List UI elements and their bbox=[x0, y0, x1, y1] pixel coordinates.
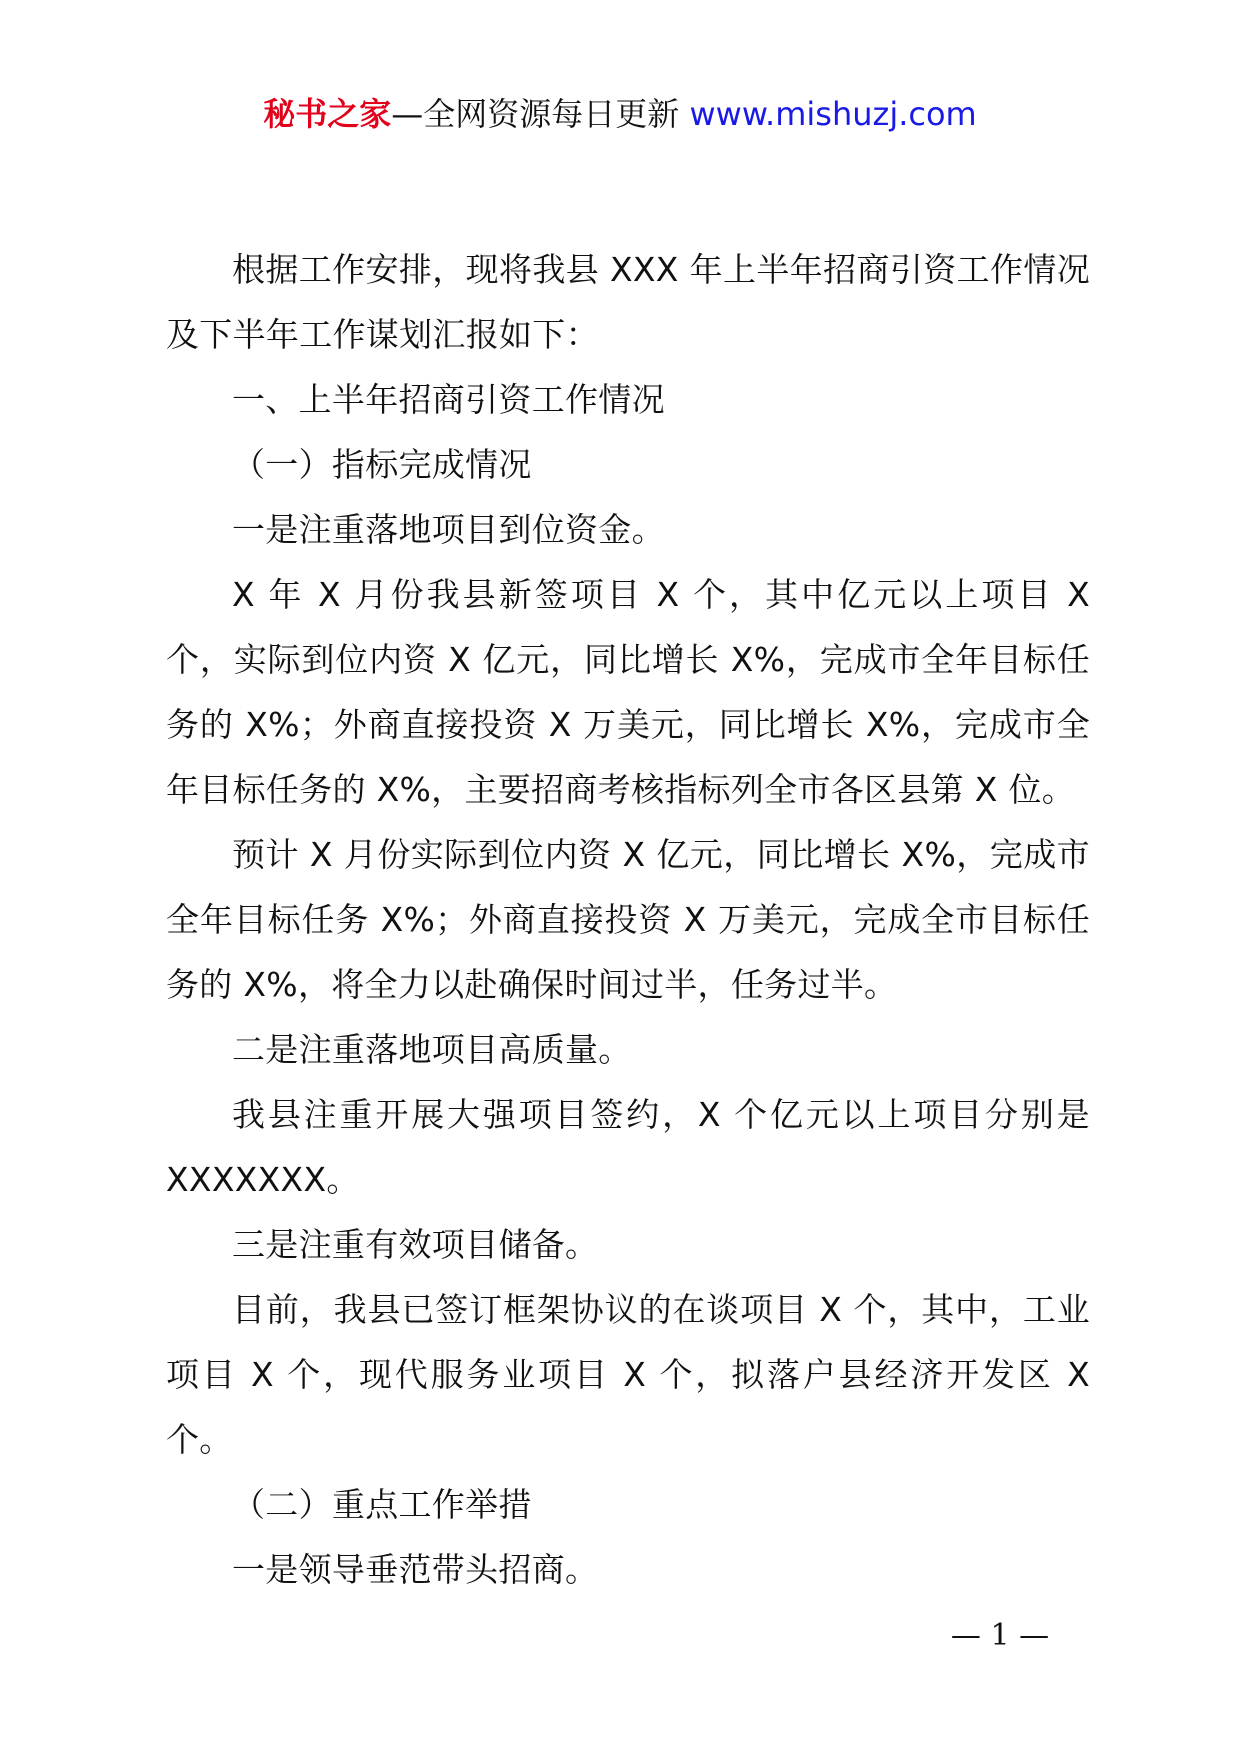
body-paragraph-2: 预计 X 月份实际到位内资 X 亿元，同比增长 X%，完成市全年目标任务 X%；外商直接投资 X 万美元，完成全市目标任务的 X%，将全力以赴确保时间过半，任务过半。 bbox=[166, 835, 1090, 1004]
point-heading-1: 一是注重落地项目到位资金。 bbox=[232, 510, 665, 549]
body-paragraph-3: 我县注重开展大强项目签约，X 个亿元以上项目分别是 XXXXXXX。 bbox=[166, 1095, 1090, 1199]
subsection-heading-1: （一）指标完成情况 bbox=[232, 445, 532, 484]
body-paragraph-1: X 年 X 月份我县新签项目 X 个，其中亿元以上项目 X 个，实际到位内资 X 亿元，同比增长 X%，完成市全年目标任务的 X%；外商直接投资 X 万美元，同比增长 X%，完成市全年目标任务的 X%，主要招商考核指标列全市各区县第 X 位。 bbox=[166, 575, 1090, 809]
point-heading-4: 一是领导垂范带头招商。 bbox=[232, 1550, 599, 1589]
intro-paragraph: 根据工作安排，现将我县 XXX 年上半年招商引资工作情况及下半年工作谋划汇报如下： bbox=[166, 250, 1090, 354]
page-number: — 1 — bbox=[950, 1618, 1050, 1653]
point-heading-2: 二是注重落地项目高质量。 bbox=[232, 1030, 632, 1069]
point-heading-3: 三是注重有效项目储备。 bbox=[232, 1225, 599, 1264]
document-body bbox=[166, 237, 1090, 1602]
body-paragraph-4: 目前，我县已签订框架协议的在谈项目 X 个，其中，工业项目 X 个，现代服务业项目 X 个，拟落户县经济开发区 X 个。 bbox=[166, 1290, 1090, 1459]
site-url-link[interactable]: www.mishuzj.com bbox=[689, 95, 977, 133]
section-heading-1: 一、上半年招商引资工作情况 bbox=[232, 380, 665, 419]
subsection-heading-2: （二）重点工作举措 bbox=[232, 1485, 532, 1524]
site-header bbox=[0, 92, 1240, 136]
site-brand: 秘书之家 bbox=[263, 95, 392, 133]
site-slogan: —全网资源每日更新 bbox=[391, 95, 690, 133]
